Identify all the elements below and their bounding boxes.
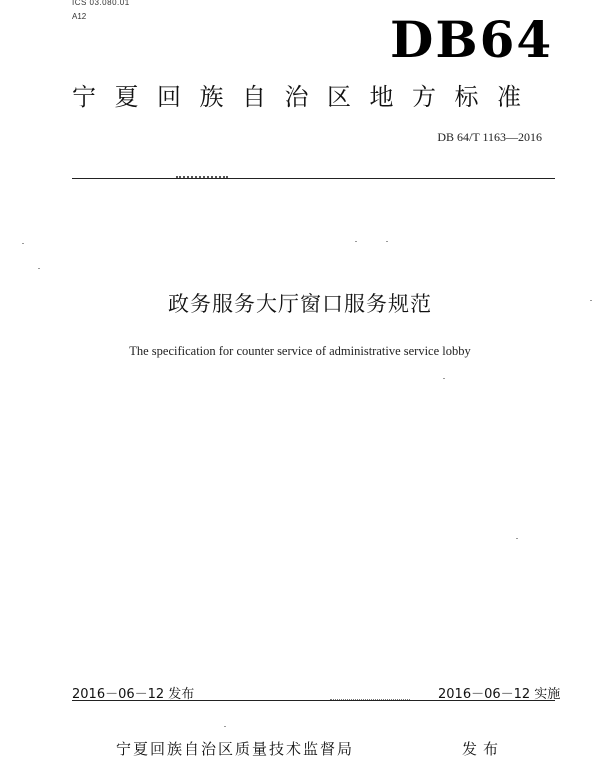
scan-speck [516, 538, 518, 539]
ics-code: ICS 03.080.01 [72, 0, 130, 7]
document-title-english: The specification for counter service of administrative service lobby [129, 344, 471, 358]
document-title-chinese: 政务服务大厅窗口服务规范 [168, 292, 432, 316]
scan-speck [38, 268, 40, 269]
footer-divider-dots [330, 699, 410, 700]
standard-number: DB 64/T 1163—2016 [437, 130, 542, 144]
classification-code: A12 [72, 12, 87, 21]
scan-speck [224, 726, 226, 727]
scan-speck [355, 241, 357, 242]
publish-label: 发布 [462, 740, 505, 758]
scan-speck [386, 241, 388, 242]
scan-speck [443, 378, 445, 379]
issue-date: 2016－06－12 发布 [72, 687, 195, 702]
implementation-date: 2016－06－12 实施 [438, 687, 561, 702]
publisher-name: 宁夏回族自治区质量技术监督局 [116, 740, 355, 758]
standard-logo: DB64 [390, 10, 554, 69]
footer-divider [72, 700, 555, 701]
header-divider [72, 178, 555, 179]
header-divider-dots [176, 176, 228, 178]
standard-category-title: 宁夏回族自治区地方标准 [72, 83, 540, 111]
scan-speck [22, 243, 24, 244]
scan-speck [590, 300, 592, 301]
